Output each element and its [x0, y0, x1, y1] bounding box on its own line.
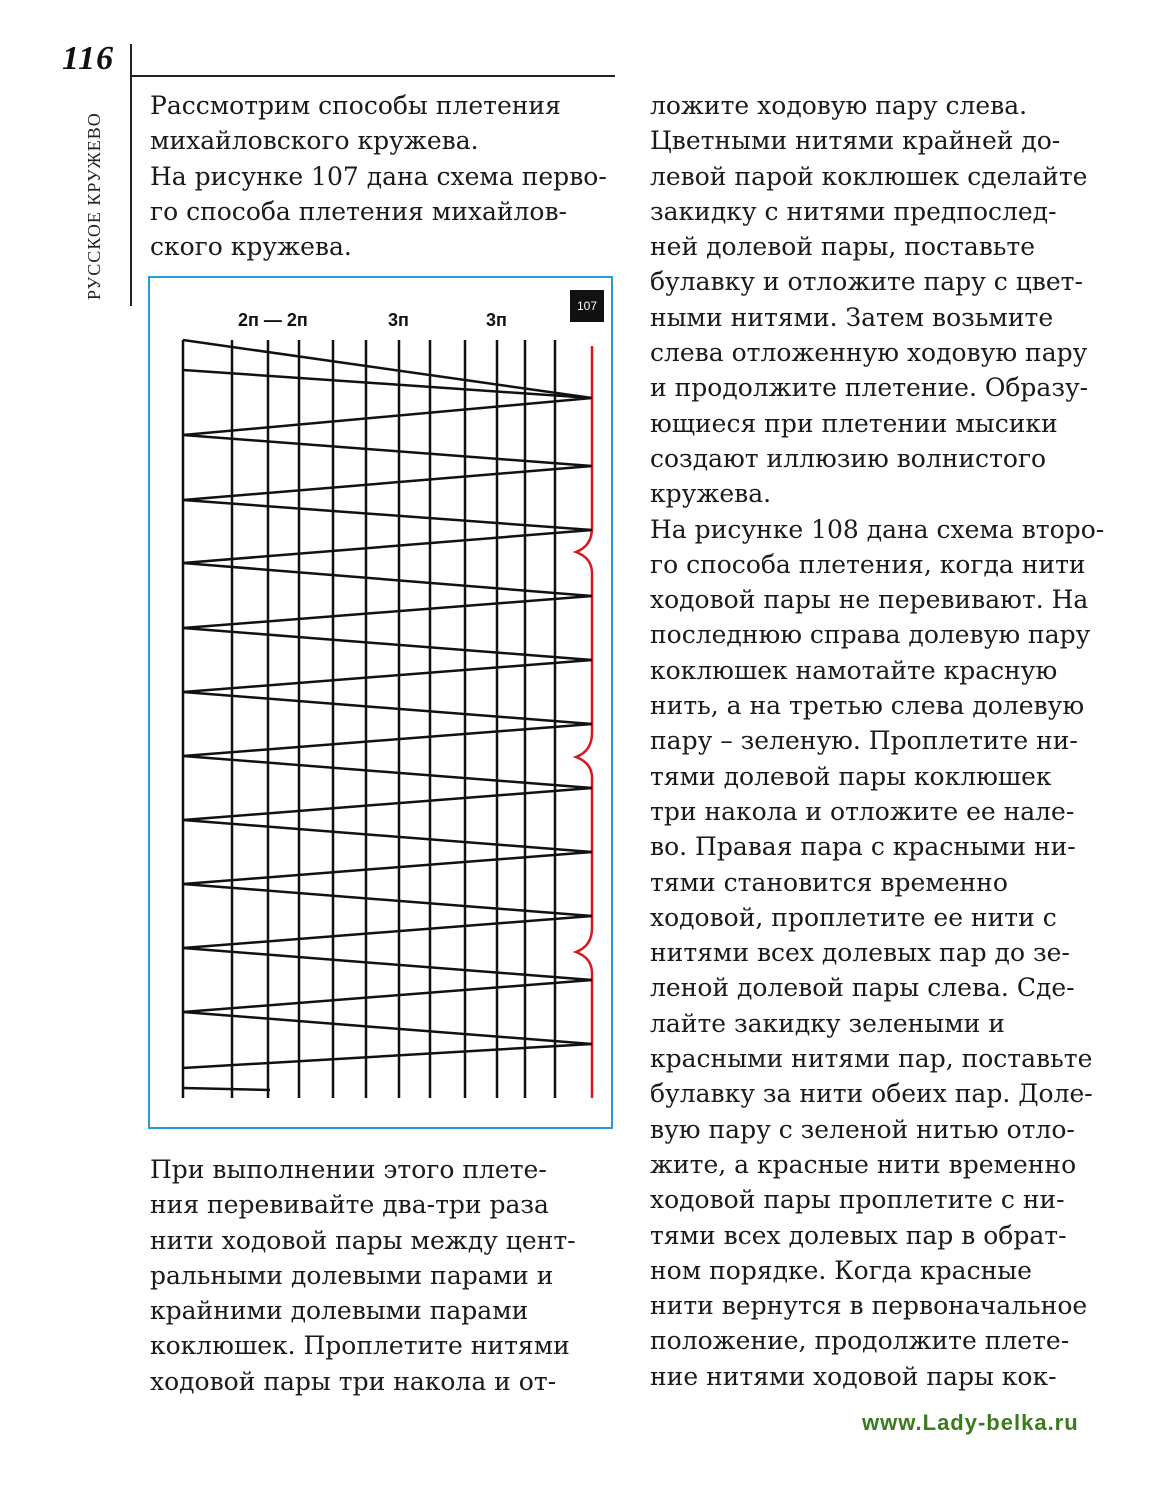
text-line: жите, а красные нити временно [650, 1149, 1077, 1179]
text-line: булавку и отложите пару с цвет- [650, 267, 1083, 297]
text-line: михайловского кружева. [150, 126, 479, 156]
text-line: коклюшек. Проплетите нитями [150, 1331, 570, 1361]
running-pair-thread [183, 884, 592, 916]
figure-label-3p-first: 3п [388, 310, 409, 330]
running-pair-thread [183, 660, 592, 692]
text-line: три накола и отложите ее нале- [650, 796, 1075, 826]
running-pair-thread [183, 852, 592, 884]
text-line: го способа плетения михайлов- [150, 196, 568, 226]
text-line: ходовой, проплетите ее нити с [650, 902, 1057, 932]
running-pair-thread [183, 980, 592, 1012]
text-line: На рисунке 108 дана схема второ- [650, 514, 1105, 544]
running-pair-thread [183, 563, 592, 596]
text-line: нити ходовой пары между цент- [150, 1225, 576, 1255]
text-line: последнюю справа долевую пару [650, 620, 1091, 650]
text-line: тями долевой пары коклюшек [650, 761, 1052, 791]
text-line: во. Правая пара с красными ни- [650, 832, 1076, 862]
text-line: ющиеся при плетении мысики [650, 408, 1058, 438]
text-line: левой парой коклюшек сделайте [650, 161, 1088, 191]
running-pair-thread [183, 370, 592, 398]
text-line: лайте закидку зелеными и [650, 1008, 1005, 1038]
running-pair-thread [183, 724, 592, 756]
running-pair-thread [183, 628, 592, 660]
running-title: РУССКОЕ КРУЖЕВО [84, 112, 104, 300]
text-line: тями всех долевых пар в обрат- [650, 1220, 1067, 1250]
text-line: ном порядке. Когда красные [650, 1255, 1032, 1285]
running-pair-thread [183, 1012, 592, 1044]
text-line: булавку за нити обеих пар. Доле- [650, 1079, 1093, 1109]
text-line: го способа плетения, когда нити [650, 549, 1086, 579]
text-line: ходовой пары не перевивают. На [650, 585, 1089, 615]
figure-label-3p-second: 3п [486, 310, 507, 330]
text-line: коклюшек намотайте красную [650, 655, 1058, 685]
running-pair-thread [183, 948, 592, 980]
running-pair-thread [183, 500, 592, 530]
text-column-left-top [150, 88, 620, 264]
text-line: ложите ходовую пару слева. [650, 91, 1028, 120]
text-line: ными нитями. Затем возьмите [650, 302, 1054, 332]
running-pair-thread [183, 916, 592, 948]
running-pair-thread [183, 596, 592, 628]
page-number: 116 [62, 40, 115, 77]
text-line: положение, продолжите плете- [650, 1326, 1070, 1356]
running-pair-thread [183, 466, 592, 500]
running-pair-thread [183, 1044, 592, 1068]
running-pair-thread [183, 788, 592, 820]
text-line: создают иллюзию волнистого [650, 443, 1047, 473]
text-line: ского кружева. [150, 232, 352, 262]
running-pair-thread [183, 692, 592, 724]
text-line: ходовой пары проплетите с ни- [650, 1185, 1065, 1215]
watermark-url: www.Lady-belka.ru [862, 1410, 1079, 1435]
text-line: ней долевой пары, поставьте [650, 232, 1036, 262]
text-line: тями становится временно [650, 867, 1008, 897]
figure-number-badge: 107 [570, 290, 604, 322]
text-line: Цветными нитями крайней до- [650, 126, 1061, 156]
header-rule [132, 75, 615, 77]
running-pair-thread [183, 756, 592, 788]
text-line: кружева. [650, 479, 772, 509]
text-line: При выполнении этого плете- [150, 1155, 547, 1184]
text-line: нить, а на третью слева долевую [650, 691, 1085, 721]
text-line: ральными долевыми парами и [150, 1260, 554, 1290]
text-column-left-bottom [150, 1152, 620, 1399]
running-pair-thread [183, 435, 592, 466]
figure-107-diagram [148, 276, 613, 1129]
running-pair-thread [183, 340, 592, 398]
text-line: ния перевивайте два-три раза [150, 1190, 549, 1220]
text-line: ние нитями ходовой пары кок- [650, 1361, 1057, 1391]
text-line: ходовой пары три накола и от- [150, 1366, 557, 1396]
text-line: и продолжите плетение. Образу- [650, 373, 1089, 403]
running-pair-thread [183, 398, 592, 435]
text-line: красными нитями пар, поставьте [650, 1044, 1093, 1074]
text-line: вую пару с зеленой нитью отло- [650, 1114, 1075, 1144]
text-line: закидку с нитями предпослед- [650, 196, 1057, 226]
text-column-right [650, 88, 1120, 1394]
margin-rule [130, 44, 132, 306]
running-pair-thread [183, 820, 592, 852]
text-line: крайними долевыми парами [150, 1296, 529, 1326]
text-line: слева отложенную ходовую пару [650, 338, 1088, 368]
running-pair-end [183, 1088, 270, 1090]
text-line: нити вернутся в первоначальное [650, 1291, 1088, 1321]
running-pair-thread [183, 530, 592, 563]
lace-pattern-scheme [150, 278, 611, 1127]
text-line: леной долевой пары слева. Сде- [650, 973, 1075, 1003]
text-line: пару – зеленую. Проплетите ни- [650, 726, 1078, 756]
text-line: На рисунке 107 дана схема перво- [150, 161, 607, 191]
text-line: нитями всех долевых пар до зе- [650, 938, 1070, 968]
text-line: Рассмотрим способы плетения [150, 91, 561, 120]
figure-label-2p-2p: 2п — 2п [238, 310, 308, 330]
